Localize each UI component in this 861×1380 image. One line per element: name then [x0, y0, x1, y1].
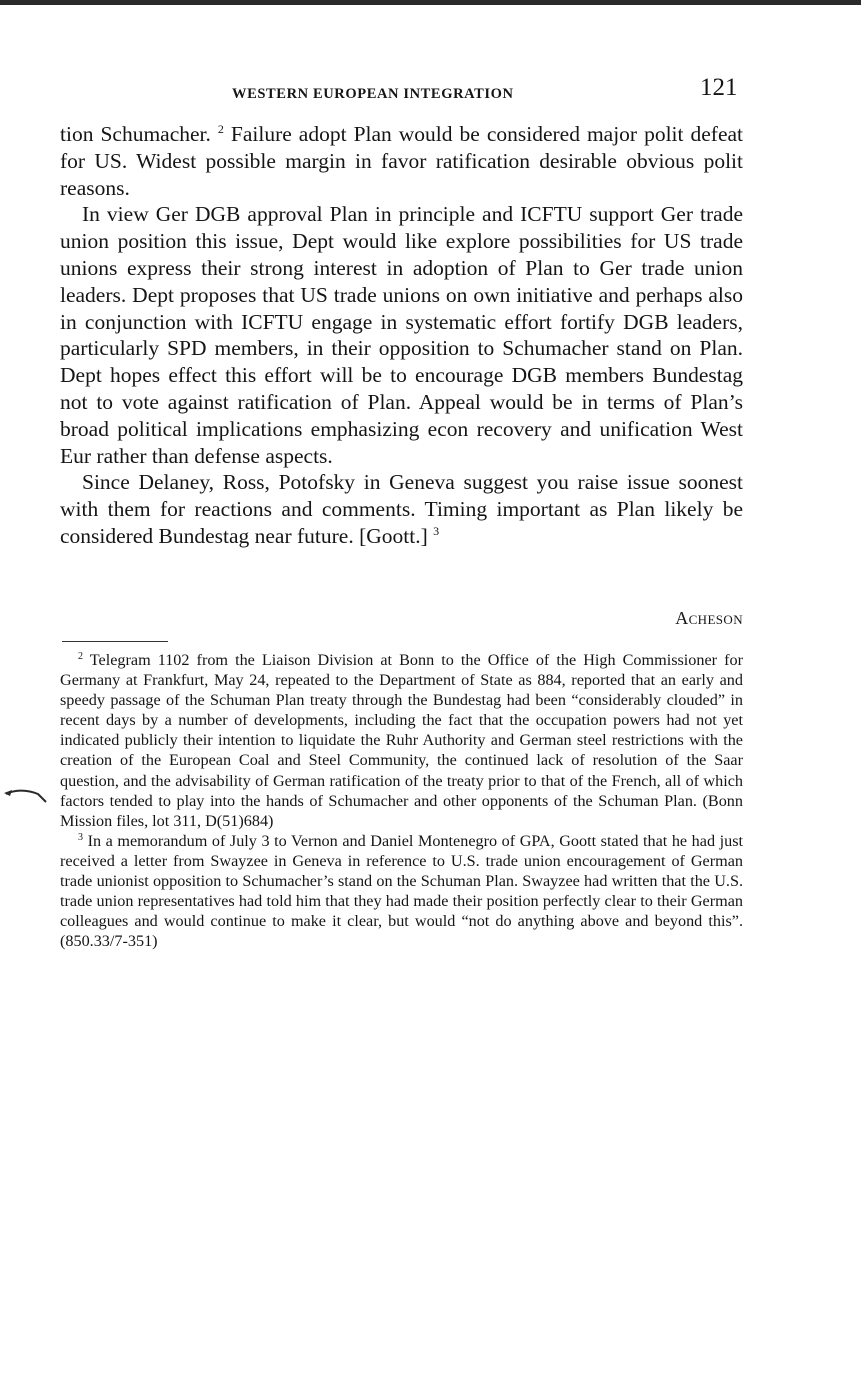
footnotes — [60, 650, 743, 951]
footnote-3-text: In a memorandum of July 3 to Vernon and Daniel Montenegro of GPA, Goott stated that he had just received a letter from Swayzee in Geneva in reference to U.S. trade union encouragement of German trade unionist opposition to Schumacher’s stand on the Schuman Plan. Swayzee had written that the U.S. trade union representatives had told him that they had made their position perfectly clear to their German colleagues and would continue to make it clear, but would “not do anything above and beyond this”. (850.33/7-351) — [60, 831, 744, 951]
page-top-edge — [0, 0, 861, 5]
footnote-marker: 3 — [78, 831, 83, 843]
footnote-ref-3[interactable]: 3 — [433, 523, 440, 538]
paragraph-1-rest: Failure adopt Plan would be considered major polit defeat for US. Widest possible margin in favor ratification desirable obvious polit reasons. — [60, 122, 744, 200]
document-body — [60, 121, 743, 550]
footnote-marker: 2 — [78, 651, 83, 662]
paragraph-1-start: tion Schumacher. — [60, 122, 211, 146]
running-head: WESTERN EUROPEAN INTEGRATION — [232, 86, 514, 102]
footnote-2-text: Telegram 1102 from the Liaison Division at Bonn to the Office of the High Commissioner for Germany at Frankfurt, May 24, repeated to the Department of State as 884, reported that an early and speedy passage of the Schuman Plan treaty through the Bundestag had been “considerably clouded” in recent days by a number of developments, including the fact that the occupation powers had not yet indicated publicly their intention to liquidate the Ruhr Authority and German steel restrictions with the creation of the European Coal and Steel Community, the continued lack of resolution of the Saar question, and the advisability of German ratification of the treaty prior to that of the French, all of which factors tended to play into the hands of Schumacher and other opponents of the Schuman Plan. (Bonn Mission files, lot 311, D(51)684) — [60, 651, 743, 830]
page-number: 121 — [700, 74, 738, 101]
footnote-3 — [60, 831, 743, 952]
signature: Acheson — [675, 608, 743, 628]
paragraph-1 — [60, 121, 743, 201]
footnote-divider — [62, 641, 168, 642]
margin-pencil-mark — [4, 784, 54, 817]
paragraph-3 — [60, 469, 743, 549]
footnote-2 — [60, 650, 743, 831]
footnote-ref-2[interactable]: 2 — [217, 122, 224, 136]
paragraph-2: In view Ger DGB approval Plan in principle and ICFTU support Ger trade union position this issue, Dept would like explore possibilities for US trade unions express their strong interest in adoption of Plan to Ger trade union leaders. Dept proposes that US trade unions on own initiative and perhaps also in conjunction with ICFTU engage in systematic effort fortify DGB leaders, particularly SPD members, in their opposition to Schumacher stand on Plan. Dept hopes effect this effort will be to encourage DGB members Bundestag not to vote against ratification of Plan. Appeal would be in terms of Plan’s broad political implications emphasizing econ recovery and unification West Eur rather than defense aspects. — [60, 202, 743, 468]
paragraph-3-text: Since Delaney, Ross, Potofsky in Geneva suggest you raise issue soonest with them for reactions and comments. Timing important as Plan likely be considered Bundestag near future. [Goott.] — [60, 470, 743, 548]
